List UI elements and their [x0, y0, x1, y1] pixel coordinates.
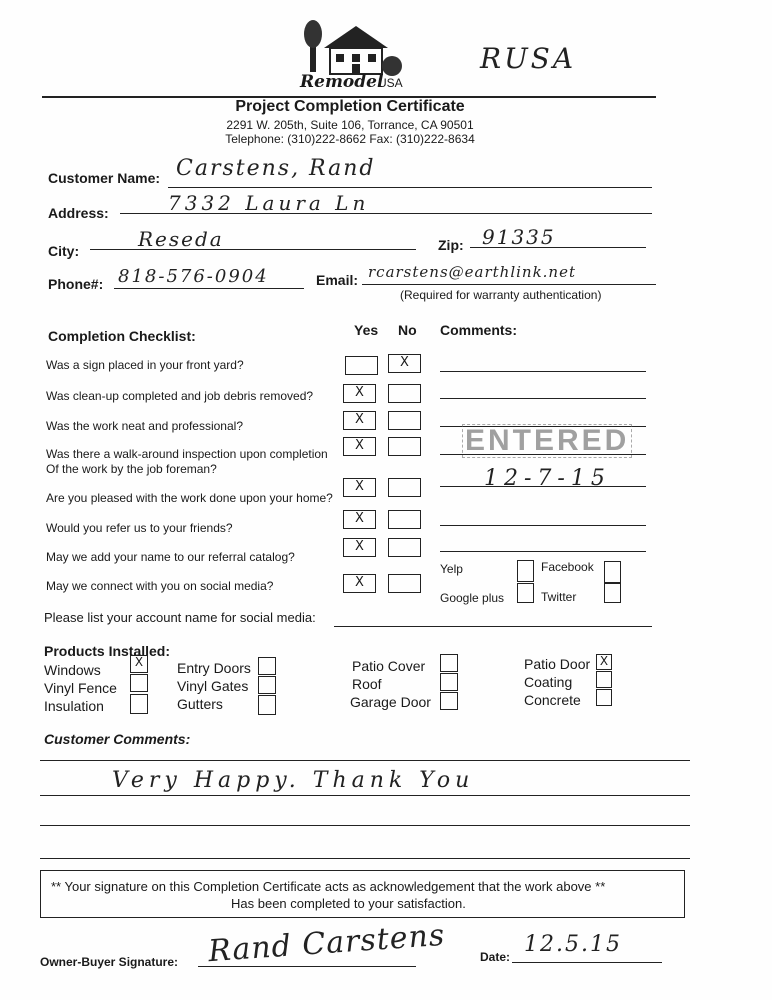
question-6: Would you refer us to your friends?: [46, 521, 233, 535]
no-header: No: [398, 322, 417, 338]
company-logo: [296, 18, 416, 96]
question-2: Was clean-up completed and job debris removed?: [46, 389, 314, 403]
social-account-label: Please list your account name for social media:: [44, 610, 316, 625]
q7-yes-checkbox[interactable]: X: [343, 538, 376, 557]
signature-label: Owner-Buyer Signature:: [40, 955, 179, 969]
q2-comment-line: [440, 398, 646, 399]
zip-label: Zip:: [438, 237, 464, 253]
comment-line-4: [40, 858, 690, 859]
product-garage-door-label: Garage Door: [350, 694, 431, 710]
customer-comment-text: Very Happy. Thank You: [112, 768, 475, 793]
question-3: Was the work neat and professional?: [46, 419, 243, 433]
facebook-checkbox[interactable]: [604, 561, 621, 583]
question-4-continued: Of the work by the job foreman?: [46, 462, 217, 476]
q8-yes-checkbox[interactable]: X: [343, 574, 376, 593]
question-5: Are you pleased with the work done upon your home?: [46, 491, 333, 505]
phone-value: 818-576-0904: [118, 266, 269, 287]
phone-label: Phone#:: [48, 276, 104, 292]
vinyl-fence-checkbox[interactable]: [130, 674, 148, 692]
q1-yes-checkbox[interactable]: [345, 356, 378, 375]
q4-yes-checkbox[interactable]: X: [343, 437, 376, 456]
product-patio-cover-label: Patio Cover: [352, 658, 426, 674]
email-value: rcarstens@earthlink.net: [368, 263, 577, 281]
address-value: 7332 Laura Ln: [168, 191, 370, 215]
acknowledgement-line-1: ** Your signature on this Completion Certificate acts as acknowledgement that the work above **: [51, 879, 606, 894]
entered-stamp: ENTERED: [462, 424, 632, 458]
garage-door-checkbox[interactable]: [440, 692, 458, 710]
products-title: Products Installed:: [44, 643, 171, 659]
question-1: Was a sign placed in your front yard?: [46, 358, 244, 372]
zip-value: 91335: [482, 225, 556, 249]
address-label: Address:: [48, 205, 109, 221]
windows-checkbox[interactable]: X: [130, 655, 148, 673]
google-label: Google plus: [440, 591, 505, 605]
corner-note: RUSA: [480, 42, 577, 75]
q2-yes-checkbox[interactable]: X: [343, 384, 376, 403]
email-label: Email:: [316, 272, 359, 288]
yelp-label: Yelp: [440, 562, 463, 576]
q5-no-checkbox[interactable]: [388, 478, 421, 497]
product-concrete-label: Concrete: [524, 692, 581, 708]
comment-line-3: [40, 825, 690, 826]
comment-line-1: [40, 760, 690, 761]
customer-comments-title: Customer Comments:: [44, 731, 191, 747]
gutters-checkbox[interactable]: [258, 695, 276, 715]
q2-no-checkbox[interactable]: [388, 384, 421, 403]
patio-cover-checkbox[interactable]: [440, 654, 458, 672]
q1-comment-line: [440, 371, 646, 372]
q3-yes-checkbox[interactable]: X: [343, 411, 376, 430]
question-8: May we connect with you on social media?: [46, 579, 274, 593]
social-account-line: [334, 626, 652, 627]
date-line: [512, 962, 662, 963]
coating-checkbox[interactable]: [596, 671, 612, 688]
logo-brand: Remodel: [300, 72, 384, 92]
twitter-checkbox[interactable]: [604, 583, 621, 603]
email-note: (Required for warranty authentication): [400, 288, 602, 302]
city-value: Reseda: [138, 227, 224, 251]
question-4: Was there a walk-around inspection upon completion: [46, 447, 328, 461]
yelp-checkbox[interactable]: [517, 560, 534, 582]
entry-doors-checkbox[interactable]: [258, 657, 276, 675]
product-windows-label: Windows: [44, 662, 101, 678]
q8-no-checkbox[interactable]: [388, 574, 421, 593]
phone-line: [114, 288, 304, 289]
product-vinyl-fence-label: Vinyl Fence: [44, 680, 117, 696]
facebook-label: Facebook: [541, 560, 594, 574]
product-insulation-label: Insulation: [44, 698, 104, 714]
date-label: Date:: [480, 950, 511, 964]
product-vinyl-gates-label: Vinyl Gates: [177, 678, 249, 694]
date-value: 12.5.15: [524, 932, 622, 957]
acknowledgement-line-2: Has been completed to your satisfaction.: [231, 896, 466, 911]
yes-header: Yes: [354, 322, 379, 338]
q3-no-checkbox[interactable]: [388, 411, 421, 430]
roof-checkbox[interactable]: [440, 673, 458, 691]
vinyl-gates-checkbox[interactable]: [258, 676, 276, 694]
acknowledgement-box: [40, 870, 685, 918]
product-patio-door-label: Patio Door: [524, 656, 591, 672]
page-title: Project Completion Certificate: [235, 98, 465, 115]
insulation-checkbox[interactable]: [130, 694, 148, 714]
email-line: [362, 284, 656, 285]
product-gutters-label: Gutters: [177, 696, 223, 712]
owner-signature: Rand Carstens: [207, 917, 447, 970]
checklist-title: Completion Checklist:: [48, 328, 196, 344]
google-checkbox[interactable]: [517, 583, 534, 603]
q7-comment-line: [440, 551, 646, 552]
question-7: May we add your name to our referral catalog?: [46, 550, 295, 564]
comment-line-2: [40, 795, 690, 796]
company-address: 2291 W. 205th, Suite 106, Torrance, CA 90501: [226, 118, 474, 132]
product-coating-label: Coating: [524, 674, 573, 690]
q5-yes-checkbox[interactable]: X: [343, 478, 376, 497]
q6-no-checkbox[interactable]: [388, 510, 421, 529]
q4-no-checkbox[interactable]: [388, 437, 421, 456]
patio-door-checkbox[interactable]: X: [596, 654, 612, 670]
city-label: City:: [48, 243, 80, 259]
q6-yes-checkbox[interactable]: X: [343, 510, 376, 529]
customer-name-label: Customer Name:: [48, 170, 161, 186]
q6-comment-line: [440, 525, 646, 526]
product-entry-doors-label: Entry Doors: [177, 660, 251, 676]
concrete-checkbox[interactable]: [596, 689, 612, 706]
comments-header: Comments:: [440, 322, 518, 338]
customer-name-value: Carstens, Rand: [176, 156, 376, 181]
customer-name-line: [168, 187, 652, 188]
product-roof-label: Roof: [352, 676, 382, 692]
q5-comment: 12-7-15: [484, 466, 611, 491]
twitter-label: Twitter: [541, 590, 577, 604]
q7-no-checkbox[interactable]: [388, 538, 421, 557]
company-phone: Telephone: (310)222-8662 Fax: (310)222-8634: [225, 132, 475, 146]
q1-no-checkbox[interactable]: X: [388, 354, 421, 373]
logo-suffix: USA: [378, 76, 403, 90]
